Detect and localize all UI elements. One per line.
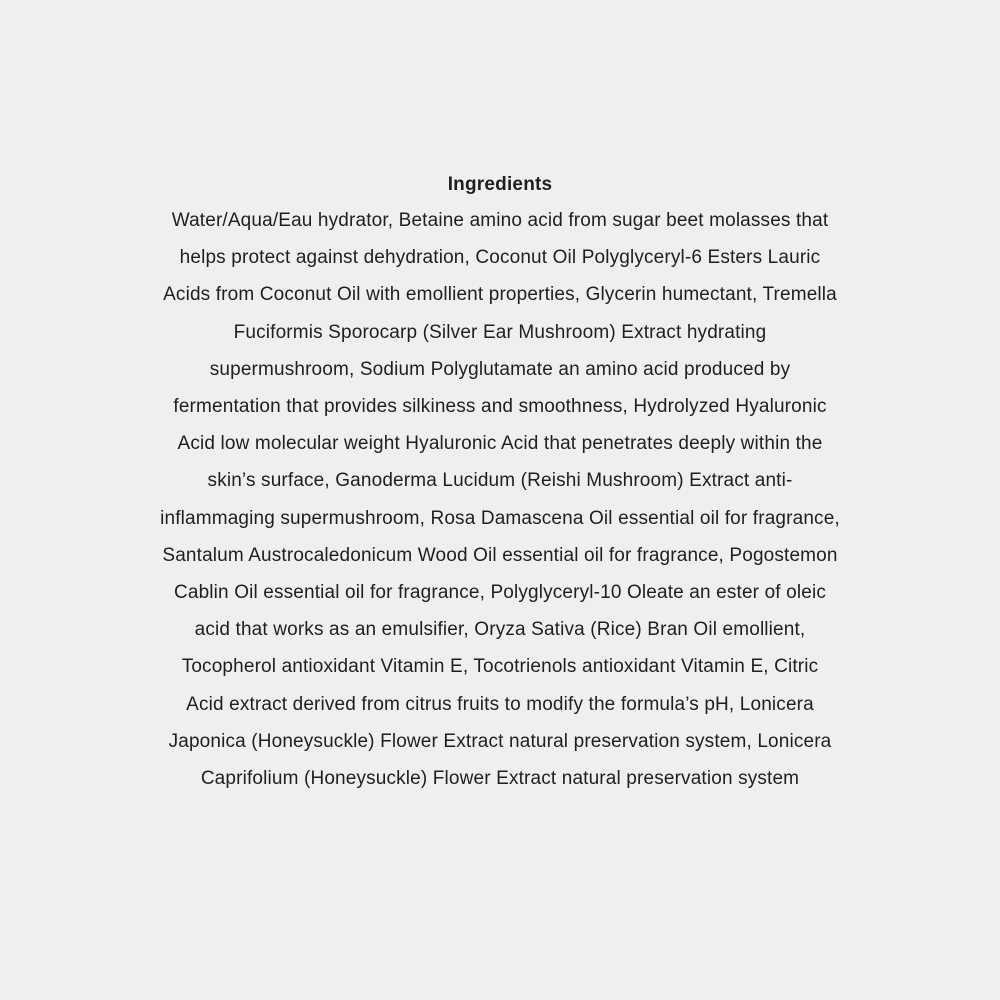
ingredients-line: acid that works as an emulsifier, Oryza Sativa (Rice) Bran Oil emollient,: [194, 619, 806, 641]
ingredients-line: inflammaging supermushroom, Rosa Damascena Oil essential oil for fragrance,: [160, 507, 840, 529]
ingredients-panel: [0, 172, 1000, 797]
ingredients-text: [0, 202, 1000, 797]
ingredients-line: Caprifolium (Honeysuckle) Flower Extract natural preservation system: [200, 768, 800, 790]
ingredients-line: Acid extract derived from citrus fruits to modify the formula’s pH, Lonicera: [186, 693, 814, 715]
ingredients-line: Water/Aqua/Eau hydrator, Betaine amino acid from sugar beet molasses that: [171, 210, 829, 231]
ingredients-line: supermushroom, Sodium Polyglutamate an amino acid produced by: [209, 358, 791, 380]
ingredients-line: Tocopherol antioxidant Vitamin E, Tocotrienols antioxidant Vitamin E, Citric: [181, 656, 819, 678]
ingredients-line: skin’s surface, Ganoderma Lucidum (Reishi Mushroom) Extract anti-: [207, 470, 793, 492]
ingredients-line: fermentation that provides silkiness and smoothness, Hydrolyzed Hyaluronic: [173, 396, 827, 418]
ingredients-line: Fuciformis Sporocarp (Silver Ear Mushroom) Extract hydrating: [233, 321, 767, 343]
ingredients-line: Cablin Oil essential oil for fragrance, Polyglyceryl-10 Oleate an ester of oleic: [174, 582, 826, 604]
ingredients-line: Santalum Austrocaledonicum Wood Oil essential oil for fragrance, Pogostemon: [162, 544, 838, 566]
ingredients-line: Japonica (Honeysuckle) Flower Extract natural preservation system, Lonicera: [168, 730, 832, 752]
ingredients-line: Acid low molecular weight Hyaluronic Acid that penetrates deeply within the: [177, 433, 823, 455]
ingredients-line: Acids from Coconut Oil with emollient properties, Glycerin humectant, Tremella: [163, 284, 837, 306]
ingredients-title: Ingredients: [447, 174, 553, 195]
ingredients-line: helps protect against dehydration, Coconut Oil Polyglyceryl-6 Esters Lauric: [179, 247, 821, 269]
